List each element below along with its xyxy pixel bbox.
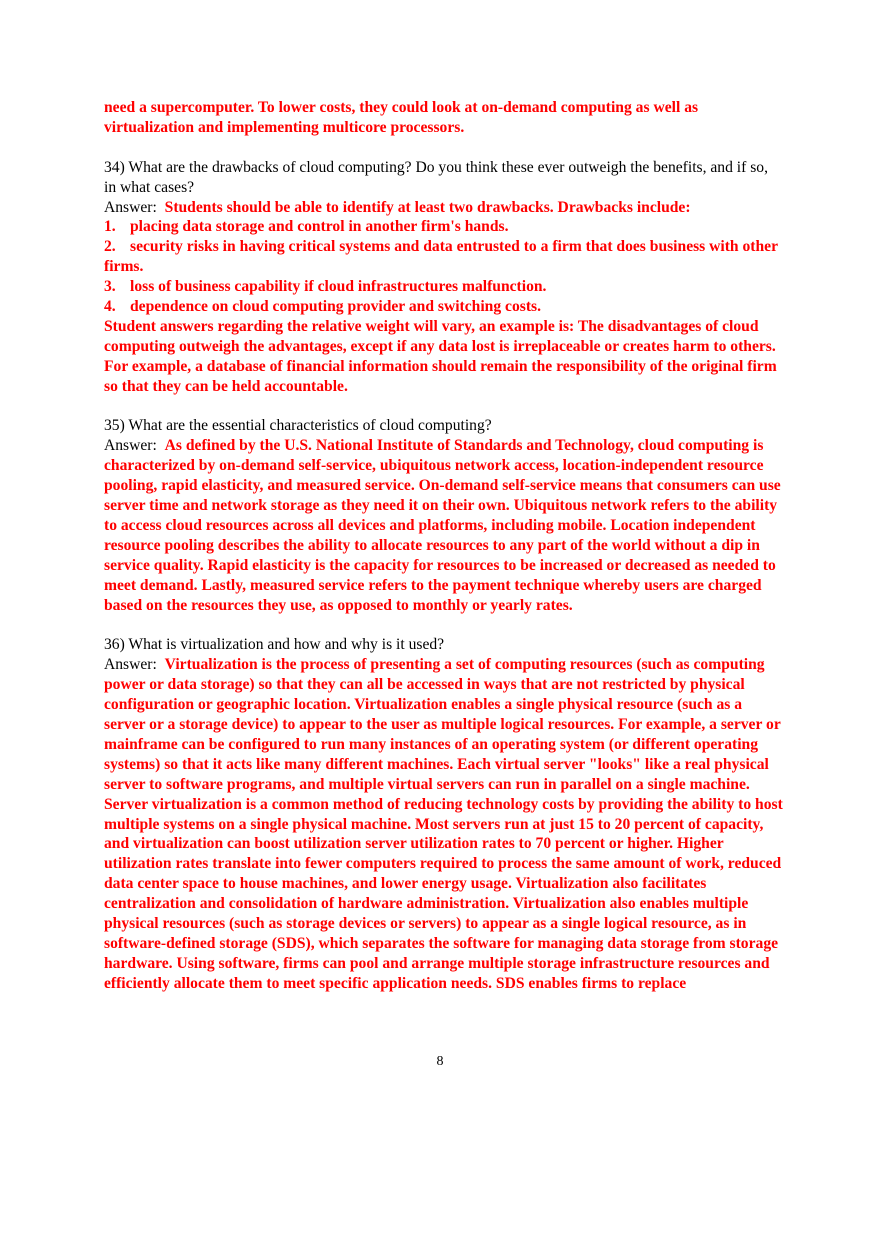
list-number: 3. xyxy=(104,278,116,296)
drawback-item-4 xyxy=(104,297,784,317)
answer-label: Answer: xyxy=(104,198,157,216)
drawback-item-1 xyxy=(104,217,784,237)
drawback-item-3 xyxy=(104,277,784,297)
spacer xyxy=(104,616,784,636)
answer-label: Answer: xyxy=(104,437,157,455)
answer-36 xyxy=(104,655,784,993)
list-text: placing data storage and control in another firm's hands. xyxy=(130,218,509,236)
question-36: 36) What is virtualization and how and why is it used? xyxy=(104,636,445,654)
question-35: 35) What are the essential characteristics of cloud computing? xyxy=(104,417,492,435)
list-number: 4. xyxy=(104,298,116,316)
list-text: loss of business capability if cloud infrastructures malfunction. xyxy=(130,278,547,296)
answer-34-intro: Students should be able to identify at least two drawbacks. Drawbacks include: xyxy=(164,198,691,216)
drawback-item-2 xyxy=(104,237,784,277)
document-page xyxy=(104,98,784,994)
list-text: dependence on cloud computing provider and switching costs. xyxy=(130,298,541,316)
continued-answer-text: need a supercomputer. To lower costs, they could look at on-demand computing as well as virtualization and implementing multicore processors. xyxy=(104,99,699,136)
answer-label: Answer: xyxy=(104,656,157,674)
list-text: security risks in having critical systems and data entrusted to a firm that does business with other firms. xyxy=(104,238,778,276)
list-number: 2. xyxy=(104,238,116,256)
answer-34 xyxy=(104,198,784,218)
answer-35 xyxy=(104,436,784,615)
page-number: 8 xyxy=(436,1054,444,1069)
answer-36-text: Virtualization is the process of presenting a set of computing resources (such as computing power or data storage) so that they can all be accessed in ways that are not restricted by physical configuration or geographic location. Virtualization enables a single physical resource (such as a server or a storage device) to appear to the user as multiple logical resources. For example, a server or mainframe can be configured to run many instances of an operating system (or different operating systems) so that it acts like many different machines. Each virtual server "looks" like a real physical server to software programs, and multiple virtual servers can run in parallel on a single machine. Server virtualization is a common method of reducing technology costs by providing the ability to host multiple systems on a single physical machine. Most servers run at just 15 to 20 percent of capacity, and virtualization can boost utilization server utilization rates to 70 percent or higher. Higher utilization rates translate into fewer computers required to process the same amount of work, reduced data center space to house machines, and lower energy usage. Virtualization also facilitates centralization and consolidation of hardware administration. Virtualization also enables multiple physical resources (such as storage devices or servers) to appear as a single logical resource, as in software-defined storage (SDS), which separates the software for managing data storage from storage hardware. Using software, firms can pool and arrange multiple storage infrastructure resources and efficiently allocate them to meet specific application needs. SDS enables firms to replace xyxy=(104,656,783,992)
spacer xyxy=(104,138,784,158)
spacer xyxy=(104,397,784,417)
list-number: 1. xyxy=(104,218,116,236)
answer-34-tail: Student answers regarding the relative weight will vary, an example is: The disadvantages of cloud computing outweigh the advantages, except if any data lost is irreplaceable or creates harm to others. For example, a database of financial information should remain the responsibility of the original firm so that they can be held accountable. xyxy=(104,317,777,395)
answer-35-text: As defined by the U.S. National Institute of Standards and Technology, cloud computing is characterized by on-demand self-service, ubiquitous network access, location-independent resource pooling, rapid elasticity, and measured service. On-demand self-service means that consumers can use server time and network storage as they need it on their own. Ubiquitous network refers to the ability to access cloud resources across all devices and platforms, including mobile. Location independent resource pooling describes the ability to allocate resources to any part of the world without a dip in service quality. Rapid elasticity is the capacity for resources to be increased or decreased as needed to meet demand. Lastly, measured service refers to the payment technique whereby users are charged based on the resources they use, as opposed to monthly or yearly rates. xyxy=(104,437,781,614)
question-34: 34) What are the drawbacks of cloud computing? Do you think these ever outweigh the benefits, and if so, in what cases? xyxy=(104,158,768,196)
